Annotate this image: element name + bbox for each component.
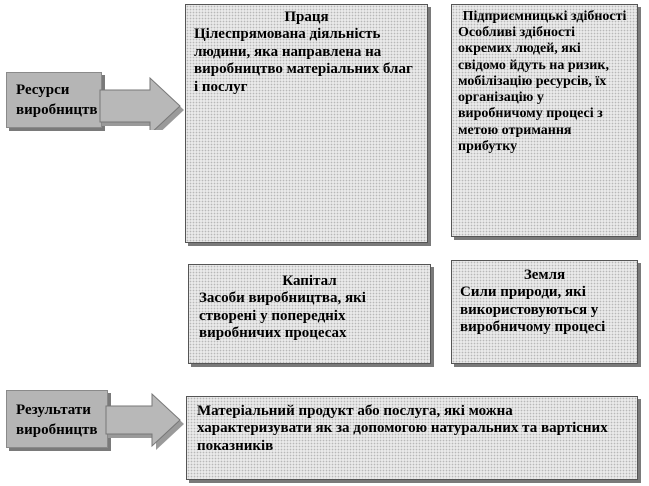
land-box	[451, 260, 638, 364]
entrepreneurship-text: Особливі здібності окремих людей, які свідомо йдуть на ризик, мобілізацію ресурсів, їх організацію у виробничому процесі з метою отримання прибутку	[458, 25, 609, 154]
results-arrow	[4, 388, 184, 450]
land-text: Сили природи, які використовуються у виробничому процесі	[460, 284, 606, 336]
resources-arrow	[4, 70, 184, 130]
entrepreneurship-title: Підприємницькі здібності	[462, 9, 627, 24]
result-text: Матеріальний продукт або послуга, які можна характеризувати як за допомогою натуральних та вартісних показників	[197, 403, 608, 454]
resources-label-2: виробництв	[16, 102, 98, 118]
arrow-right-icon	[4, 70, 184, 130]
labor-text: Цілеспрямована діяльність людини, яка направлена на виробництво матеріальних благ і послуг	[194, 26, 413, 95]
capital-text: Засоби виробництва, які створені у попередніх виробничих процесах	[199, 290, 366, 342]
result-box	[186, 396, 638, 480]
capital-title: Капітал	[282, 273, 337, 289]
entrepreneurship-box	[451, 4, 638, 237]
capital-box	[188, 264, 431, 364]
results-label-2: виробництв	[16, 422, 98, 438]
labor-title: Праця	[284, 9, 329, 25]
results-label-1: Результати	[16, 402, 91, 418]
resources-label-1: Ресурси	[16, 82, 70, 98]
labor-box	[185, 4, 428, 243]
land-title: Земля	[523, 267, 566, 283]
